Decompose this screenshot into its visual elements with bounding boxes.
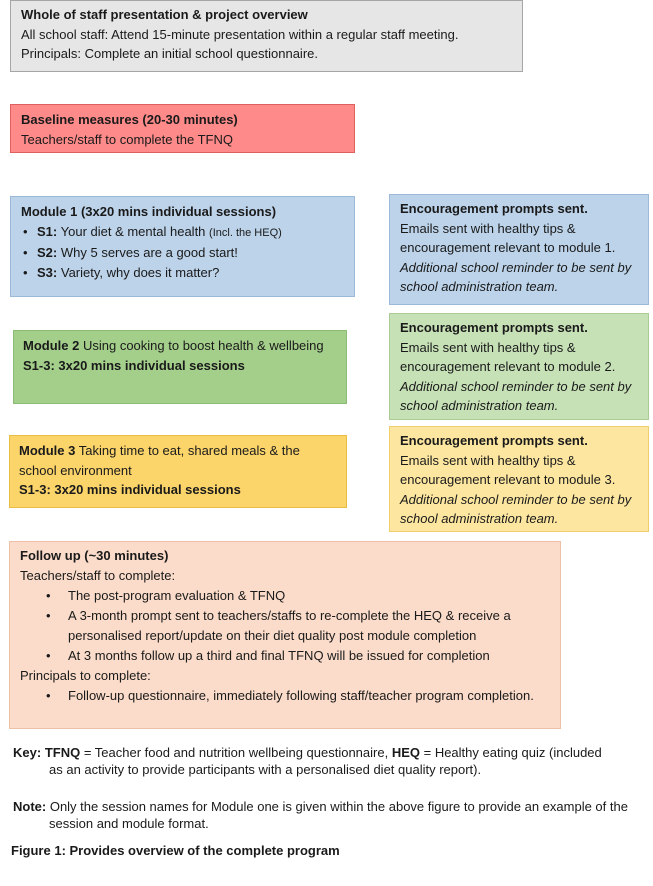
overview-title: Whole of staff presentation & project overview [21, 7, 308, 22]
prompt-1-body: Emails sent with healthy tips & encouragement relevant to module 1. [400, 220, 616, 255]
baseline-line: Teachers/staff to complete the TFNQ [21, 131, 233, 147]
prompt-3-reminder: Additional school reminder to be sent by school administration team. [400, 491, 632, 526]
overview-box [10, 0, 523, 72]
prompt-box-module3 [389, 426, 649, 532]
prompt-2-title: Encouragement prompts sent. [400, 320, 588, 335]
overview-line-principals: Principals: Complete an initial school questionnaire. [21, 46, 318, 61]
prompt-1-reminder: Additional school reminder to be sent by school administration team. [400, 259, 632, 294]
note-label: Note: [13, 799, 47, 814]
prompt-2-body: Emails sent with healthy tips & encouragement relevant to module 2. [400, 339, 616, 374]
key-text: Key: TFNQ = Teacher food and nutrition wellbeing questionnaire, HEQ = Healthy eating quiz (included as an activity to provide participants with a personalised diet quality report). [13, 745, 602, 777]
module3-description: Module 3 Taking time to eat, shared meals & the school environment [19, 443, 300, 478]
followup-teacher-item: • At 3 months follow up a third and final TFNQ will be issued for completion [20, 646, 550, 666]
note-text: Note: Only the session names for Module one is given within the above figure to provide an example of the session and module format. [13, 799, 628, 831]
overview-line-staff: All school staff: Attend 15-minute presentation within a regular staff meeting. [21, 26, 459, 42]
prompt-3-body: Emails sent with healthy tips & encouragement relevant to module 3. [400, 452, 616, 487]
module2-sessions: S1-3: 3x20 mins individual sessions [23, 357, 245, 373]
prompt-box-module1 [389, 194, 649, 305]
followup-teacher-item: • The post-program evaluation & TFNQ [20, 586, 550, 606]
module2-description: Module 2 Using cooking to boost health & wellbeing [23, 338, 324, 353]
prompt-3-title: Encouragement prompts sent. [400, 433, 588, 448]
prompt-2-reminder: Additional school reminder to be sent by school administration team. [400, 378, 632, 413]
key-label: Key: [13, 745, 42, 760]
module2-box [13, 330, 347, 404]
prompt-box-module2 [389, 313, 649, 420]
followup-principals-heading: Principals to complete: [20, 668, 151, 683]
module1-session-2: • S2: Why 5 serves are a good start! [21, 243, 344, 263]
prompt-1-title: Encouragement prompts sent. [400, 201, 588, 216]
followup-teacher-list [20, 586, 550, 666]
figure-caption: Figure 1: Provides overview of the complete program [11, 843, 340, 858]
module1-title: Module 1 (3x20 mins individual sessions) [21, 204, 277, 219]
module3-sessions: S1-3: 3x20 mins individual sessions [19, 482, 241, 497]
module1-session-3: • S3: Variety, why does it matter? [21, 263, 344, 283]
followup-teacher-item: • A 3-month prompt sent to teachers/staffs to re-complete the HEQ & receive a personalised report/update on their diet quality post module completion [20, 606, 550, 646]
followup-teachers-heading: Teachers/staff to complete: [20, 568, 176, 583]
followup-principal-item: • Follow-up questionnaire, immediately following staff/teacher program completion. [20, 686, 550, 706]
module1-session-1-note: (Incl. the HEQ) [209, 226, 282, 239]
module1-session-1: • S1: Your diet & mental health (Incl. the HEQ) [21, 222, 344, 244]
baseline-box [10, 104, 355, 153]
module1-session-list [21, 222, 344, 283]
followup-title: Follow up (~30 minutes) [20, 548, 169, 563]
followup-principal-list [20, 686, 550, 706]
module3-box [9, 435, 347, 508]
baseline-title: Baseline measures (20-30 minutes) [21, 112, 238, 127]
module3-label: Module 3 [19, 443, 76, 458]
module1-box [10, 196, 355, 297]
followup-box [9, 541, 561, 729]
module2-label: Module 2 [23, 338, 80, 353]
